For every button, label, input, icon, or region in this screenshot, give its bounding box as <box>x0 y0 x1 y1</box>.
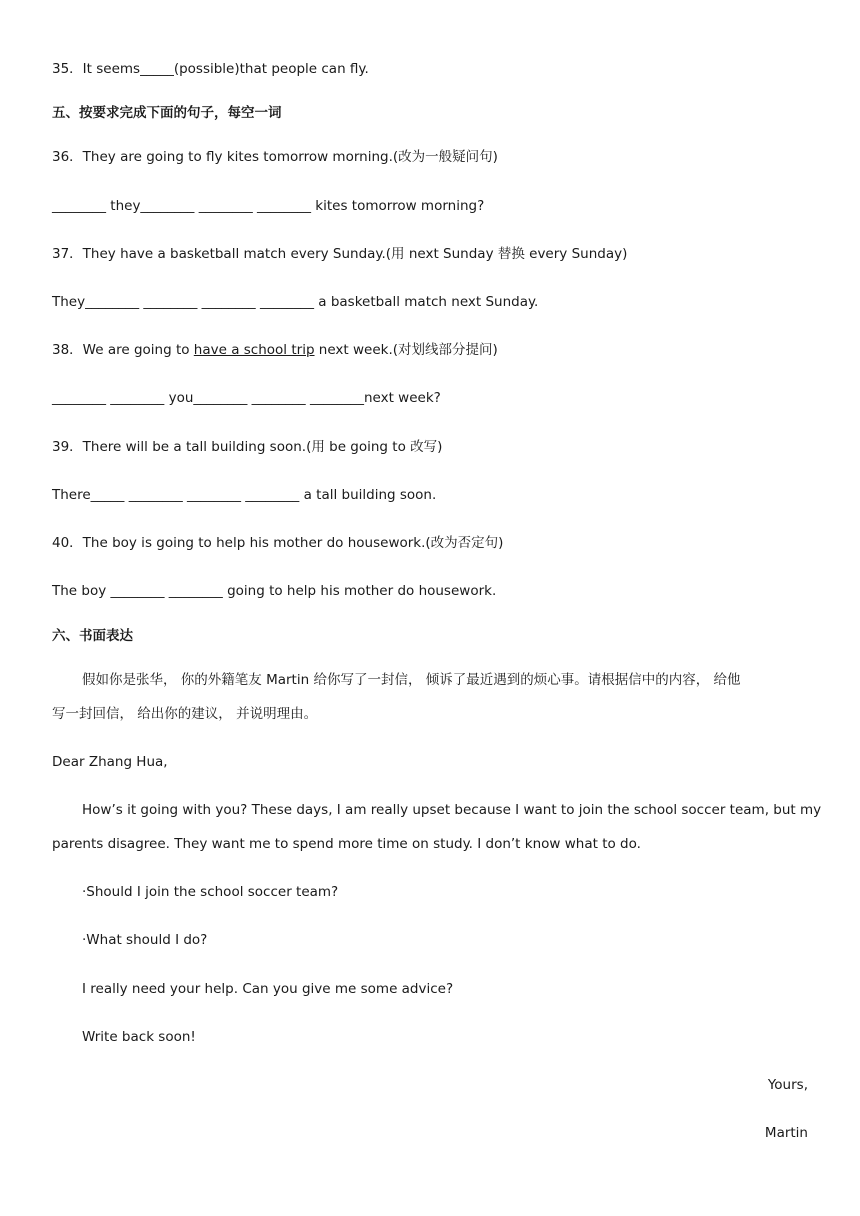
question-38 <box>52 341 820 359</box>
letter-help-line: I really need your help. Can you give me some advice? <box>82 981 454 997</box>
letter-bullet-1: ·Should I join the school soccer team? <box>82 884 339 900</box>
letter-body-line-1: How’s it going with you? These days, I am really upset because I want to join the school soccer team, but my <box>82 802 822 818</box>
letter-body-line-2: parents disagree. They want me to spend more time on study. I don’t know what to do. <box>52 836 641 852</box>
writing-prompt-line-2: 写一封回信， 给出你的建议， 并说明理由。 <box>52 706 318 722</box>
question-39-answer: There_____ ________ ________ ________ a tall building soon. <box>52 487 437 503</box>
question-37: 37．They have a basketball match every Sunday.(用 next Sunday 替换 every Sunday) <box>52 246 628 262</box>
question-37-answer: They________ ________ ________ ________ a basketball match next Sunday. <box>52 294 539 310</box>
question-35: 35．It seems_____(possible)that people can fly. <box>52 61 369 77</box>
letter-greeting: Dear Zhang Hua, <box>52 754 168 770</box>
letter-write-back: Write back soon! <box>82 1029 196 1045</box>
question-38-suffix: next week.(对划线部分提问) <box>314 342 498 358</box>
question-36-answer: ________ they________ ________ ________ kites tomorrow morning? <box>52 198 485 214</box>
section-5-title: 五、按要求完成下面的句子，每空一词 <box>52 105 282 121</box>
question-36: 36．They are going to fly kites tomorrow morning.(改为一般疑问句) <box>52 149 498 165</box>
letter-signature: Martin <box>764 1125 808 1141</box>
question-38-answer: ________ ________ you________ ________ ________next week? <box>52 390 441 406</box>
letter-closing: Yours, <box>767 1077 808 1093</box>
question-40-answer: The boy ________ ________ going to help his mother do housework. <box>52 583 497 599</box>
writing-prompt-line-1: 假如你是张华， 你的外籍笔友 Martin 给你写了一封信， 倾诉了最近遇到的烦心事。请根据信中的内容， 给他 <box>82 672 741 688</box>
section-6-title: 六、书面表达 <box>52 628 133 644</box>
question-39: 39．There will be a tall building soon.(用 be going to 改写) <box>52 439 443 455</box>
question-38-underlined-phrase: have a school trip <box>193 342 315 358</box>
letter-bullet-2: ·What should I do? <box>82 932 208 948</box>
question-40: 40．The boy is going to help his mother do housework.(改为否定句) <box>52 535 504 551</box>
question-38-prefix: 38．We are going to <box>52 342 194 358</box>
